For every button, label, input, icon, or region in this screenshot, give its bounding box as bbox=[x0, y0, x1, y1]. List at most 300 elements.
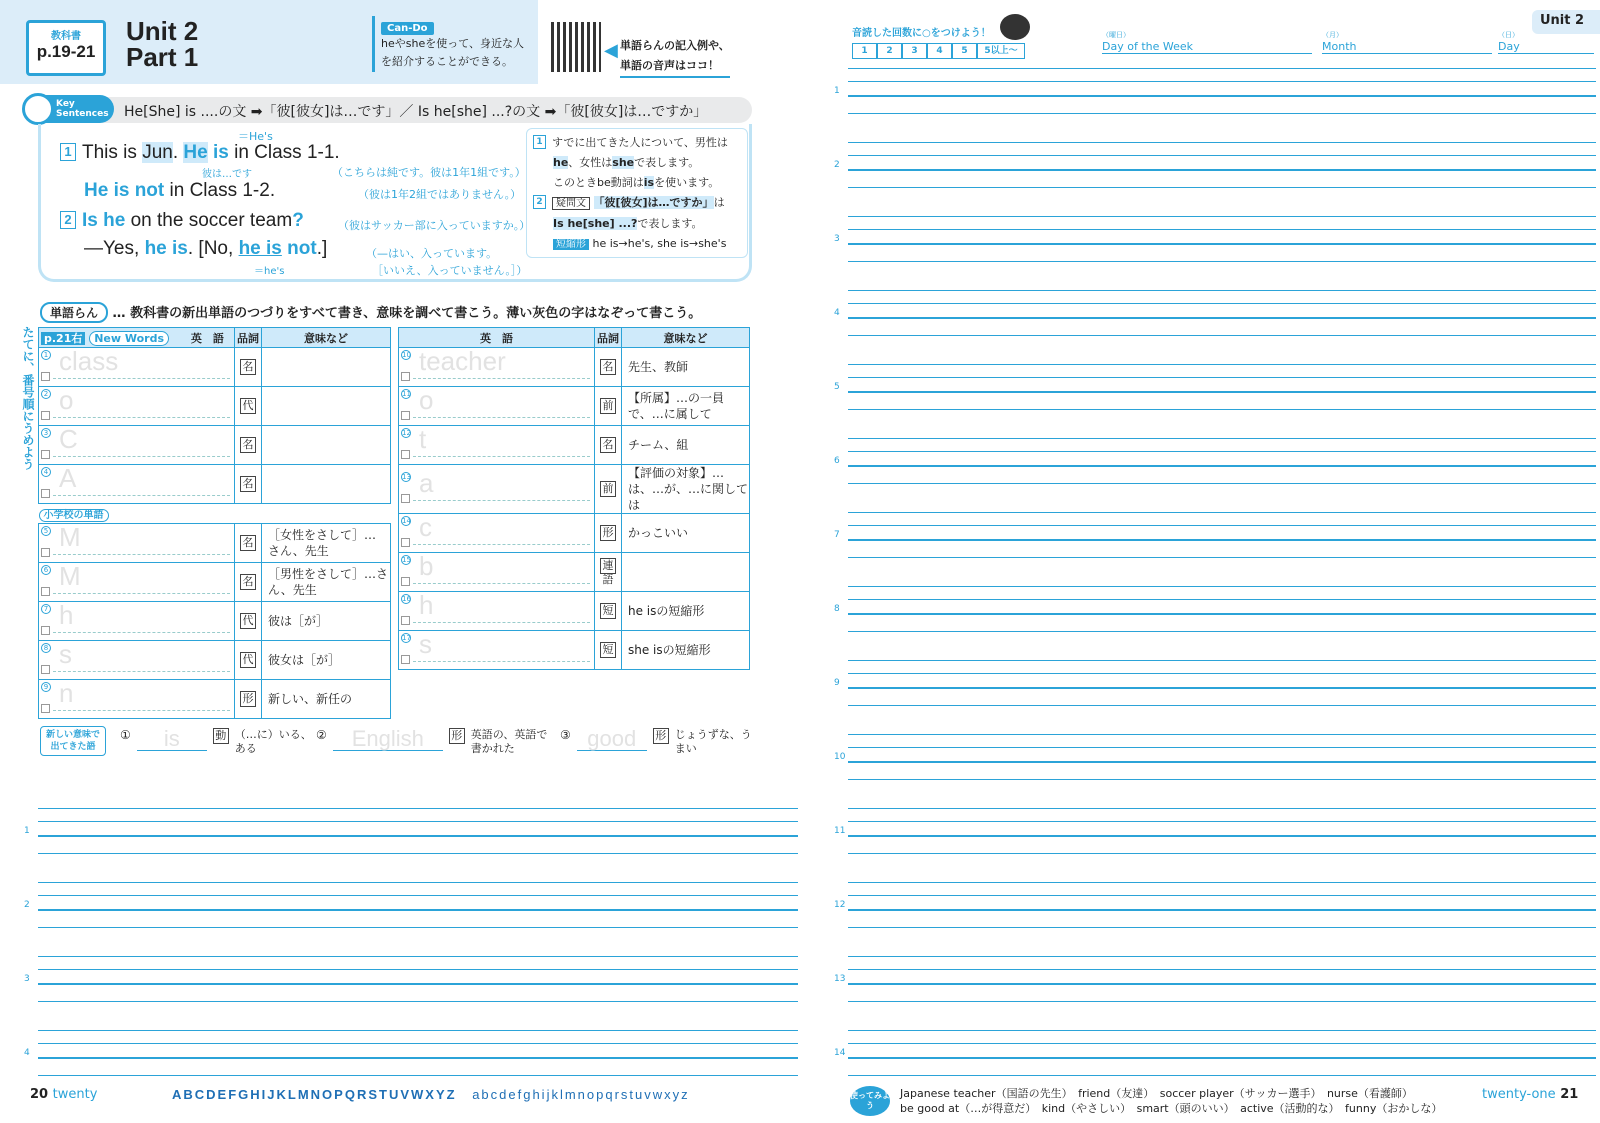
table-row bbox=[399, 514, 750, 553]
write-line bbox=[413, 583, 590, 584]
page-word-left: twenty bbox=[52, 1087, 98, 1102]
guide-line-number: 13 bbox=[834, 974, 846, 984]
new-meaning-number: ① bbox=[120, 728, 131, 742]
s2b-he2: he is bbox=[238, 238, 282, 259]
note-l2d: で表します。 bbox=[634, 156, 700, 169]
pos-tag: 名 bbox=[240, 476, 256, 492]
alphabet-upper: ABCDEFGHIJKLMNOPQRSTUVWXYZ bbox=[172, 1087, 457, 1102]
write-line bbox=[53, 710, 230, 711]
qr-note-2: 単語の音声はココ！ bbox=[620, 56, 730, 78]
try-line-2: be good at（…が得意だ） kind（やさしい） smart（頭のいい） active（活動的な） funny（おかしな） bbox=[900, 1102, 1443, 1115]
meaning-cell[interactable]: かっこいい bbox=[622, 514, 750, 553]
s1a-note: （こちらは純です。彼は1年1組です。） bbox=[332, 166, 526, 179]
pos-tag: 代 bbox=[240, 613, 256, 629]
word-number: 8 bbox=[41, 643, 51, 653]
note-line-3 bbox=[533, 173, 741, 193]
pos-tag: 短 bbox=[600, 642, 616, 658]
note-l6a: he is→he's, she is→she's bbox=[592, 237, 727, 250]
new-meaning-pos: 動 bbox=[213, 728, 229, 744]
word-entry-cell[interactable] bbox=[399, 631, 595, 670]
word-entry-cell[interactable] bbox=[399, 514, 595, 553]
note-line-1: 1 すでに出てきた人について、男性は bbox=[533, 133, 741, 153]
key-sentences-title: He[She] is ....の文 ➡「彼[彼女]は…です」／ Is he[she] ...?の文 ➡「彼[彼女]は…ですか」 bbox=[124, 104, 708, 120]
new-meaning-item bbox=[120, 728, 313, 756]
trace-word: a bbox=[419, 468, 434, 498]
check-box[interactable] bbox=[401, 494, 410, 503]
check-box[interactable] bbox=[41, 489, 50, 498]
word-number: 5 bbox=[41, 526, 51, 536]
note-l2c: she bbox=[612, 156, 635, 169]
new-meaning-text: 英語の、英語で書かれた bbox=[470, 728, 548, 755]
guide-line-number: 2 bbox=[24, 900, 30, 910]
note-l3b: is bbox=[643, 176, 655, 189]
note-l6-tag: 短縮形 bbox=[553, 239, 589, 250]
pos-tag: 代 bbox=[240, 652, 256, 668]
writing-guide-line[interactable] bbox=[848, 216, 1596, 262]
word-entry-cell[interactable] bbox=[399, 553, 595, 592]
page-ref: p.21右 bbox=[41, 332, 85, 345]
word-cell bbox=[39, 465, 234, 503]
word-number: 7 bbox=[41, 604, 51, 614]
part-label: Part 1 bbox=[126, 42, 199, 72]
trace-word: s bbox=[59, 639, 72, 669]
pos-tag: 前 bbox=[600, 481, 616, 497]
pos-tag: 連語 bbox=[600, 558, 616, 574]
reading-count-box[interactable]: 2 bbox=[877, 43, 902, 59]
write-line bbox=[53, 378, 230, 379]
guide-line-number: 9 bbox=[834, 678, 840, 688]
word-cell bbox=[399, 470, 594, 508]
word-cell bbox=[39, 387, 234, 425]
writing-guide-line[interactable] bbox=[38, 808, 798, 854]
note-l4-tag: 疑問文 bbox=[552, 197, 590, 210]
write-line bbox=[413, 378, 590, 379]
meaning-cell[interactable]: 彼は［が］ bbox=[262, 602, 391, 641]
arrow-left-icon: ◀ bbox=[604, 40, 618, 61]
trace-word: o bbox=[419, 385, 434, 415]
word-number: 16 bbox=[402, 595, 411, 603]
note-l3c: を使います。 bbox=[654, 176, 720, 189]
trace-word: teacher bbox=[419, 346, 506, 376]
s2a-post: on the soccer team bbox=[125, 210, 293, 231]
reading-count-box[interactable]: 1 bbox=[852, 43, 877, 59]
s2a-q: ? bbox=[292, 210, 304, 231]
table-row bbox=[399, 553, 750, 592]
note-l2b: 、女性は bbox=[568, 156, 613, 169]
col-pos: 品詞 bbox=[235, 328, 262, 348]
writing-guide-line[interactable] bbox=[848, 808, 1596, 854]
new-meaning-item bbox=[316, 728, 549, 756]
textbook-pages: p.19-21 bbox=[36, 42, 96, 61]
trace-word: t bbox=[419, 424, 427, 454]
cando-text: heやsheを使って、身近な人を紹介することができる。 bbox=[381, 37, 524, 68]
write-line bbox=[413, 456, 590, 457]
guide-line-number: 11 bbox=[834, 826, 846, 836]
write-line bbox=[53, 495, 230, 496]
pos-cell bbox=[595, 631, 622, 670]
guide-line-number: 1 bbox=[24, 826, 30, 836]
day-of-week-field[interactable] bbox=[1102, 30, 1312, 54]
subheader-row bbox=[39, 504, 391, 524]
dow-jp: （曜日） bbox=[1102, 31, 1130, 39]
word-entry-cell[interactable] bbox=[39, 602, 235, 641]
writing-guide-line[interactable] bbox=[848, 734, 1596, 780]
note-line-4: 2 疑問文 「彼[彼女]は…ですか」は bbox=[533, 193, 741, 214]
vertical-note: たてに、番号順にうめよう bbox=[21, 326, 35, 470]
unit-tab: Unit 2 bbox=[1532, 10, 1600, 34]
write-line bbox=[53, 417, 230, 418]
magnifier-icon bbox=[22, 93, 54, 125]
day-label: Day bbox=[1498, 40, 1520, 53]
check-box[interactable] bbox=[401, 372, 410, 381]
table-row bbox=[39, 680, 391, 719]
guide-line-number: 3 bbox=[24, 974, 30, 984]
word-entry-cell[interactable] bbox=[39, 524, 235, 563]
write-line bbox=[413, 417, 590, 418]
s1a-below: 彼は…です bbox=[202, 169, 252, 180]
guide-line-number: 8 bbox=[834, 604, 840, 614]
write-line bbox=[53, 456, 230, 457]
s1b-note: （彼は1年2組ではありません。） bbox=[358, 188, 522, 201]
meaning-cell[interactable]: she isの短縮形 bbox=[622, 631, 750, 670]
guide-line-number: 2 bbox=[834, 160, 840, 170]
word-entry-cell[interactable] bbox=[39, 563, 235, 602]
s1a-pre: This is bbox=[82, 142, 143, 163]
word-number: 6 bbox=[41, 565, 51, 575]
try-it-words bbox=[900, 1086, 1442, 1116]
day-field[interactable] bbox=[1498, 30, 1594, 54]
s1a-post: in Class 1-1. bbox=[228, 142, 340, 163]
table-left-header bbox=[39, 328, 235, 348]
pos-tag: 形 bbox=[600, 525, 616, 541]
pos-cell bbox=[235, 563, 262, 602]
sentence-2b bbox=[84, 238, 327, 260]
trace-word: h bbox=[59, 600, 74, 630]
word-entry-cell[interactable] bbox=[399, 592, 595, 631]
meaning-cell[interactable] bbox=[262, 387, 391, 426]
new-meaning-number: ② bbox=[316, 728, 327, 742]
guide-line-number: 1 bbox=[834, 86, 840, 96]
pos-cell bbox=[235, 465, 262, 504]
writing-guide-line[interactable] bbox=[848, 438, 1596, 484]
s2b-note2: ［いいえ、入っていません。］） bbox=[372, 264, 528, 277]
word-cell bbox=[39, 524, 234, 562]
note-l4b: は bbox=[713, 196, 725, 209]
check-box[interactable] bbox=[401, 577, 410, 586]
meaning-cell[interactable]: 【評価の対象】…は、…が、…に関しては bbox=[622, 465, 750, 514]
pos-cell bbox=[595, 465, 622, 514]
word-entry-cell[interactable] bbox=[39, 465, 235, 504]
pos-tag: 短 bbox=[600, 603, 616, 619]
meaning-cell[interactable]: he isの短縮形 bbox=[622, 592, 750, 631]
word-table-left bbox=[38, 327, 391, 719]
new-meaning-number: ③ bbox=[560, 728, 571, 742]
reading-count-box[interactable]: 3 bbox=[902, 43, 927, 59]
word-cell bbox=[39, 348, 234, 386]
trace-word: n bbox=[59, 678, 74, 708]
meaning-cell[interactable]: 彼女は［が］ bbox=[262, 641, 391, 680]
s2b-below: ＝he's bbox=[254, 266, 285, 277]
word-cell bbox=[39, 641, 234, 679]
table-row bbox=[399, 387, 750, 426]
new-words-label: New Words bbox=[89, 331, 169, 346]
writing-guide-line[interactable] bbox=[848, 364, 1596, 410]
guide-line-number: 6 bbox=[834, 456, 840, 466]
s2b-he: he is bbox=[144, 238, 188, 259]
qr-code-icon[interactable] bbox=[551, 22, 601, 72]
check-box[interactable] bbox=[41, 548, 50, 557]
trace-word: C bbox=[59, 424, 78, 454]
meaning-cell[interactable]: ［男性をさして］…さん、先生 bbox=[262, 563, 391, 602]
writing-guide-line[interactable] bbox=[38, 882, 798, 928]
reading-count-box[interactable]: 5以上〜 bbox=[977, 43, 1025, 59]
word-cell bbox=[399, 348, 594, 386]
guide-line-number: 10 bbox=[834, 752, 846, 762]
meaning-cell[interactable] bbox=[262, 426, 391, 465]
new-meaning-text: じょうずな、うまい bbox=[674, 728, 752, 755]
unit-title bbox=[126, 18, 198, 70]
word-entry-cell[interactable] bbox=[39, 426, 235, 465]
pos-cell bbox=[235, 602, 262, 641]
meaning-cell[interactable]: ［女性をさして］… さん、先生 bbox=[262, 524, 391, 563]
new-meaning-word[interactable]: English bbox=[333, 728, 443, 751]
writing-guide-line[interactable] bbox=[848, 290, 1596, 336]
try-line-1: Japanese teacher（国語の先生） friend（友達） soccer player（サッカー選手） nurse（看護師） bbox=[900, 1087, 1413, 1100]
meaning-cell[interactable] bbox=[262, 465, 391, 504]
guide-line-number: 3 bbox=[834, 234, 840, 244]
word-cell bbox=[399, 387, 594, 425]
word-cell bbox=[399, 514, 594, 552]
col-mean-right: 意味など bbox=[622, 328, 750, 348]
trace-word: M bbox=[59, 561, 81, 591]
check-box[interactable] bbox=[41, 704, 50, 713]
check-box[interactable] bbox=[41, 665, 50, 674]
guide-line-number: 4 bbox=[24, 1048, 30, 1058]
table-row bbox=[399, 592, 750, 631]
writing-guide-line[interactable] bbox=[38, 956, 798, 1002]
trace-word: c bbox=[419, 512, 432, 542]
table-row bbox=[39, 524, 391, 563]
word-number: 10 bbox=[402, 351, 411, 359]
word-number: 3 bbox=[41, 428, 51, 438]
word-cell bbox=[399, 592, 594, 630]
word-number: 15 bbox=[402, 556, 411, 564]
word-cell bbox=[399, 426, 594, 464]
word-number: 4 bbox=[41, 467, 51, 477]
pos-cell bbox=[235, 387, 262, 426]
check-box[interactable] bbox=[41, 411, 50, 420]
grammar-notes bbox=[526, 128, 748, 258]
table-row bbox=[39, 563, 391, 602]
page-footer-left bbox=[30, 1087, 97, 1102]
pos-cell bbox=[595, 514, 622, 553]
new-meaning-word[interactable]: good bbox=[577, 728, 647, 751]
check-box[interactable] bbox=[401, 616, 410, 625]
note-l1: すでに出てきた人について、男性は bbox=[552, 136, 728, 149]
word-entry-cell[interactable] bbox=[399, 465, 595, 514]
table-row bbox=[399, 426, 750, 465]
table-row bbox=[39, 465, 391, 504]
alphabet-strip bbox=[172, 1087, 690, 1102]
new-meaning-pos: 形 bbox=[653, 728, 669, 744]
pos-cell bbox=[235, 426, 262, 465]
writing-guide-line[interactable] bbox=[848, 512, 1596, 558]
guide-line-number: 14 bbox=[834, 1048, 846, 1058]
s2b-pre: —Yes, bbox=[84, 238, 145, 259]
note-l5b: で表します。 bbox=[637, 217, 703, 230]
s2b-end: .] bbox=[316, 238, 328, 259]
sentence-1b bbox=[84, 180, 275, 202]
check-box[interactable] bbox=[401, 538, 410, 547]
trace-word: o bbox=[59, 385, 74, 415]
col-mean: 意味など bbox=[262, 328, 391, 348]
word-entry-cell[interactable] bbox=[39, 641, 235, 680]
col-eng: 英 語 bbox=[190, 331, 224, 345]
note-line-2 bbox=[533, 153, 741, 173]
writing-guide-line[interactable] bbox=[848, 660, 1596, 706]
word-number: 11 bbox=[402, 390, 411, 398]
unit-label: Unit 2 bbox=[126, 16, 199, 46]
word-cell bbox=[39, 602, 234, 640]
s2b-not: not bbox=[281, 238, 317, 259]
page-word-right: twenty-one bbox=[1482, 1087, 1556, 1102]
check-box[interactable] bbox=[401, 411, 410, 420]
word-number: 2 bbox=[41, 389, 51, 399]
trace-word: h bbox=[419, 590, 434, 620]
word-number: 14 bbox=[402, 517, 411, 525]
s1a-he: He bbox=[183, 142, 208, 163]
word-number: 17 bbox=[402, 634, 411, 642]
day-jp: （日） bbox=[1498, 31, 1519, 39]
reading-count-label: 音読した回数に○をつけよう！ bbox=[852, 28, 991, 39]
table-row bbox=[399, 631, 750, 670]
note-l3a: このときbe動詞は bbox=[553, 176, 644, 189]
word-number: 9 bbox=[41, 682, 51, 692]
check-box[interactable] bbox=[401, 450, 410, 459]
page-number-right: 21 bbox=[1560, 1087, 1579, 1102]
table-row bbox=[399, 465, 750, 514]
meaning-cell[interactable]: チーム、組 bbox=[622, 426, 750, 465]
meaning-cell[interactable] bbox=[622, 553, 750, 592]
word-cell bbox=[39, 563, 234, 601]
check-box[interactable] bbox=[41, 626, 50, 635]
word-cell bbox=[399, 631, 594, 669]
reading-count-box[interactable]: 4 bbox=[927, 43, 952, 59]
meaning-cell[interactable] bbox=[262, 348, 391, 387]
word-entry-cell[interactable] bbox=[399, 348, 595, 387]
word-number: 12 bbox=[402, 429, 411, 437]
write-line bbox=[413, 544, 590, 545]
qr-note bbox=[620, 36, 730, 78]
write-line bbox=[53, 671, 230, 672]
word-entry-cell[interactable] bbox=[399, 426, 595, 465]
table-row bbox=[39, 602, 391, 641]
pos-tag: 形 bbox=[240, 691, 256, 707]
textbook-label: 教科書 bbox=[51, 31, 81, 42]
note-line-6 bbox=[533, 234, 741, 255]
sentence-2a bbox=[60, 210, 304, 232]
table-row bbox=[39, 387, 391, 426]
note-line-5 bbox=[533, 214, 741, 234]
pos-cell bbox=[595, 426, 622, 465]
pos-tag: 名 bbox=[240, 535, 256, 551]
word-entry-cell[interactable] bbox=[39, 348, 235, 387]
textbook-ref bbox=[26, 20, 106, 76]
pos-cell bbox=[235, 680, 262, 719]
pos-cell bbox=[595, 348, 622, 387]
trace-word: M bbox=[59, 522, 81, 552]
hes-annotation: ＝He's bbox=[238, 130, 273, 143]
sentence-1a bbox=[60, 142, 340, 164]
cando-box bbox=[372, 16, 528, 72]
word-entry-cell[interactable] bbox=[39, 680, 235, 719]
word-entry-cell[interactable] bbox=[399, 387, 595, 426]
trace-word: b bbox=[419, 551, 434, 581]
pos-tag: 名 bbox=[240, 437, 256, 453]
writing-guide-line[interactable] bbox=[848, 956, 1596, 1002]
qr-note-1: 単語らんの記入例や、 bbox=[620, 39, 730, 52]
table-row bbox=[399, 348, 750, 387]
trace-word: class bbox=[59, 346, 119, 376]
word-table-right bbox=[398, 327, 750, 670]
write-line bbox=[413, 661, 590, 662]
check-box[interactable] bbox=[401, 655, 410, 664]
s2a-note: （彼はサッカー部に入っていますか。） bbox=[338, 219, 531, 232]
penguin-icon bbox=[1000, 14, 1030, 40]
word-section-header bbox=[40, 302, 701, 323]
writing-guide-line[interactable] bbox=[848, 142, 1596, 188]
new-meaning-word[interactable]: is bbox=[137, 728, 207, 751]
check-box[interactable] bbox=[41, 372, 50, 381]
table-row bbox=[39, 426, 391, 465]
col-pos-right: 品詞 bbox=[595, 328, 622, 348]
new-meaning-label: 新しい意味で出てきた語 bbox=[40, 726, 106, 756]
s2a-hl: Is he bbox=[82, 210, 126, 231]
alphabet-lower: abcdefghijklmnopqrstuvwxyz bbox=[472, 1087, 690, 1102]
dow-label: Day of the Week bbox=[1102, 40, 1194, 53]
month-label: Month bbox=[1322, 40, 1357, 53]
word-number: 13 bbox=[402, 473, 411, 481]
writing-guide-line[interactable] bbox=[848, 586, 1596, 632]
check-box[interactable] bbox=[41, 587, 50, 596]
write-line bbox=[53, 632, 230, 633]
month-field[interactable] bbox=[1322, 30, 1492, 54]
word-entry-cell[interactable] bbox=[39, 387, 235, 426]
pos-cell bbox=[235, 524, 262, 563]
writing-guide-line[interactable] bbox=[848, 882, 1596, 928]
word-header-text: … 教科書の新出単語のつづりをすべて書き、意味を調べて書こう。薄い灰色の字はなぞって書こう。 bbox=[112, 306, 702, 321]
meaning-cell[interactable]: 【所属】…の一員で、…に属して bbox=[622, 387, 750, 426]
meaning-cell[interactable]: 先生、教師 bbox=[622, 348, 750, 387]
pos-cell bbox=[235, 348, 262, 387]
reading-count-box[interactable]: 5 bbox=[952, 43, 977, 59]
pos-tag: 名 bbox=[600, 437, 616, 453]
note-l2a: he bbox=[553, 156, 569, 169]
check-box[interactable] bbox=[41, 450, 50, 459]
writing-guide-line[interactable] bbox=[38, 1030, 798, 1076]
writing-guide-line[interactable] bbox=[848, 68, 1596, 114]
new-meaning-pos: 形 bbox=[449, 728, 465, 744]
writing-guide-line[interactable] bbox=[848, 1030, 1596, 1076]
month-jp: （月） bbox=[1322, 31, 1343, 39]
s2b-mid: . [No, bbox=[187, 238, 239, 259]
word-cell bbox=[399, 553, 594, 591]
pos-cell bbox=[595, 553, 622, 592]
pos-cell bbox=[595, 592, 622, 631]
trace-word: A bbox=[59, 463, 77, 493]
meaning-cell[interactable]: 新しい、新任の bbox=[262, 680, 391, 719]
reading-count bbox=[852, 24, 1025, 59]
